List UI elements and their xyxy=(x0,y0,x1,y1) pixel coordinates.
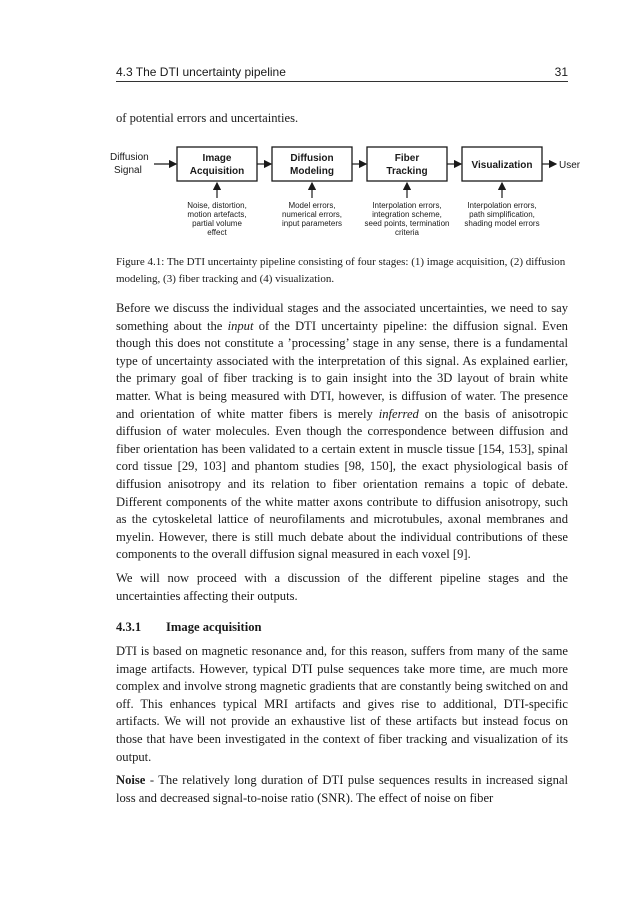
intro-line: of potential errors and uncertainties. xyxy=(116,111,299,125)
error-text-acquisition-1: Noise, distortion, xyxy=(187,201,247,210)
paragraph-proceed: We will now proceed with a discussion of the different pipeline stages and the uncertainties affecting their outputs. xyxy=(116,571,568,603)
error-text-visualization-2: path simplification, xyxy=(469,210,535,219)
pipeline-figure xyxy=(110,140,580,245)
stage-title-modeling-2: Modeling xyxy=(290,166,334,177)
input-label-line2: Signal xyxy=(114,165,142,176)
error-text-tracking-4: criteria xyxy=(394,228,420,237)
error-text-tracking-2: integration scheme, xyxy=(372,210,442,219)
error-text-acquisition-2: motion artefacts, xyxy=(187,210,247,219)
error-text-acquisition-4: effect xyxy=(207,228,227,237)
subsection-title: Image acquisition xyxy=(166,620,262,634)
subsection-heading xyxy=(116,620,568,635)
error-text-acquisition-3: partial volume xyxy=(192,219,242,228)
input-label-line1: Diffusion xyxy=(110,152,149,163)
error-text-tracking-3: seed points, termination xyxy=(364,219,450,228)
paragraph-input xyxy=(116,300,568,564)
output-label: User xyxy=(559,160,580,171)
paragraph-input-middle: of the DTI uncertainty pipeline: the diffusion signal. Even though this does not constitute a ’processing’ stage in any sense, there is a fundamental type of uncertainty associated with the interpretation of this signal. As explained earlier, the primary goal of fiber tracking is to gain insight into the 3D layout of brain white matter. What is being measured with DTI, however, is diffusion of water. The presence and orientation of white matter fibers is merely xyxy=(116,318,568,421)
section-title: 4.3 The DTI uncertainty pipeline xyxy=(116,65,286,79)
subsection-number: 4.3.1 xyxy=(116,620,142,634)
emphasis-inferred: inferred xyxy=(378,406,419,421)
stage-title-tracking-1: Fiber xyxy=(394,153,420,164)
noise-heading: Noise xyxy=(116,773,146,787)
error-text-modeling-2: numerical errors, xyxy=(281,210,343,219)
stage-title-visualization: Visualization xyxy=(471,160,533,171)
stage-title-modeling-1: Diffusion xyxy=(290,153,334,164)
error-text-modeling-1: Model errors, xyxy=(288,201,336,210)
paragraph-input-before: Before we discuss the individual stages and the associated uncertainties, we need to say something about the xyxy=(116,301,568,333)
paragraph-acquisition: DTI is based on magnetic resonance and, for this reason, suffers from many of the same image artifacts. However, typical DTI pulse sequences take more time, are much more complex and involve strong magnetic gradients that are constantly being switched on and off. This enhances typical MRI artifacts and gives rise to additional, DTI-specific artifacts. We will not provide an exhaustive list of these artifacts but instead focus on those that have been investigated in the context of fiber tracking and visualization of its output. xyxy=(116,644,568,764)
stage-title-acquisition-1: Image xyxy=(202,153,232,164)
error-text-modeling-3: input parameters xyxy=(281,219,343,228)
paragraph-input-after: on the basis of anisotropic diffusion of water molecules. Even though the correspondence between diffusion and fiber orientation has been validated to a certain extent in muscle tissue [154, 153], spinal cord tissue [29, 103] and phantom studies [98, 150], the exact physiological basis of diffusion anisotropy and its relation to fiber orientation remains a topic of debate. Different components of the white matter axons contribute to diffusion anisotropy, such as the cytoskeletal lattice of neurofilaments and microtubules, axonal membranes and myelin. However, there is still much debate about the individual contributions of these components to the overall diffusion signal measured in each voxel [9]. xyxy=(116,406,569,562)
error-text-tracking-1: Interpolation errors, xyxy=(372,201,442,210)
figure-caption: Figure 4.1: The DTI uncertainty pipeline consisting of four stages: (1) image acquisition, (2) diffusion modeling, (3) fiber tracking and (4) visualization. xyxy=(116,256,566,285)
noise-text: - The relatively long duration of DTI pulse sequences results in increased signal loss and decreased signal-to-noise ratio (SNR). The effect of noise on fiber xyxy=(116,773,568,805)
stage-title-tracking-2: Tracking xyxy=(386,166,428,177)
paragraph-noise xyxy=(116,772,568,807)
emphasis-input: input xyxy=(227,318,254,333)
running-head xyxy=(116,63,568,82)
page-number: 31 xyxy=(554,65,568,79)
error-text-visualization-1: Interpolation errors, xyxy=(467,201,537,210)
error-text-visualization-3: shading model errors xyxy=(464,219,540,228)
stage-title-acquisition-2: Acquisition xyxy=(189,166,245,177)
